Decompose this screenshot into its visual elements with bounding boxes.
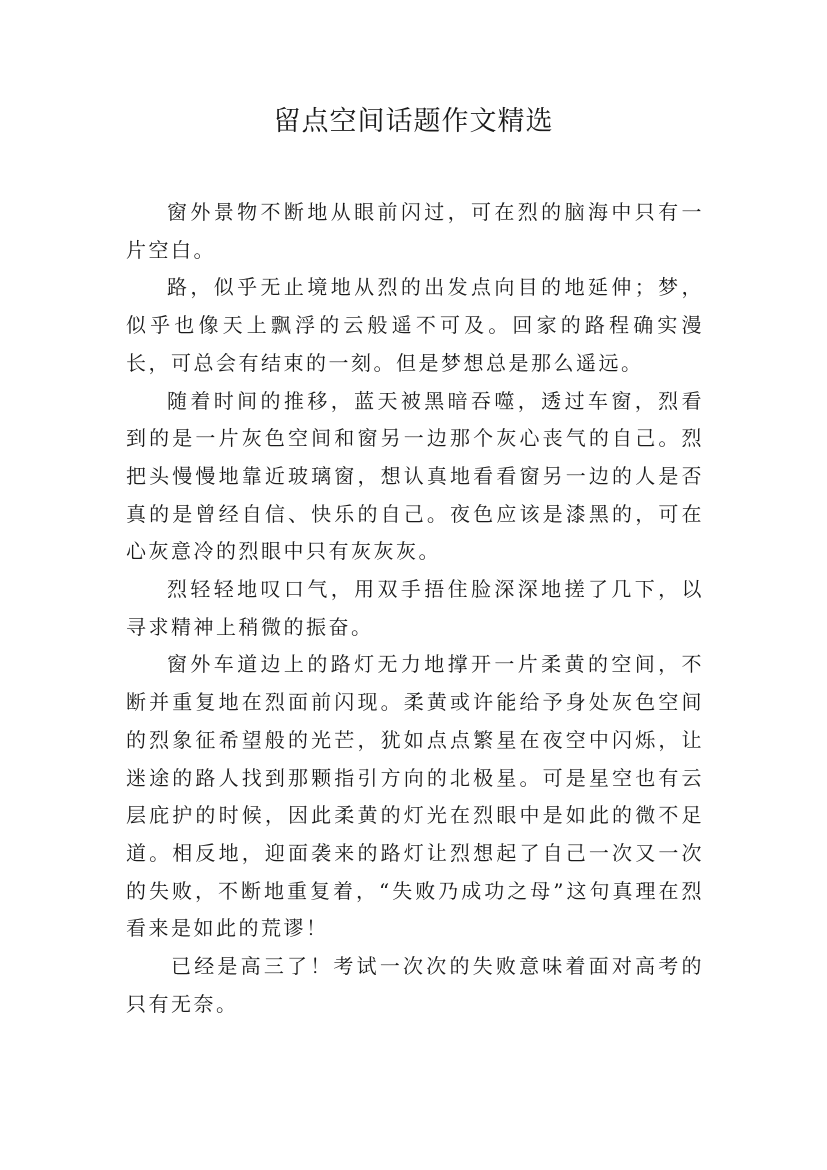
paragraph: 路，似乎无止境地从烈的出发点向目的地延伸；梦，似乎也像天上飘浮的云般遥不可及。回家的路程确实漫长，可总会有结束的一刻。但是梦想总是那么遥远。 — [126, 275, 704, 375]
paragraph: 已经是高三了！考试一次次的失败意味着面对高考的只有无奈。 — [126, 954, 704, 1016]
document-body — [126, 194, 704, 1023]
paragraph: 窗外车道边上的路灯无力地撑开一片柔黄的空间，不断并重复地在烈面前闪现。柔黄或许能给予身处灰色空间的烈象征希望般的光芒，犹如点点繁星在夜空中闪烁，让迷途的路人找到那颗指引方向的北极星。可是星空也有云层庇护的时候，因此柔黄的灯光在烈眼中是如此的微不足道。相反地，迎面袭来的路灯让烈想起了自己一次又一次的失败，不断地重复着，“失败乃成功之母”这句真理在烈看来是如此的荒谬！ — [126, 652, 704, 941]
document-title: 留点空间话题作文精选 — [273, 106, 554, 137]
paragraph: 窗外景物不断地从眼前闪过，可在烈的脑海中只有一片空白。 — [126, 200, 704, 262]
paragraph: 烈轻轻地叹口气，用双手捂住脸深深地搓了几下，以寻求精神上稍微的振奋。 — [126, 577, 704, 639]
paragraph: 随着时间的推移，蓝天被黑暗吞噬，透过车窗，烈看到的是一片灰色空间和窗另一边那个灰心丧气的自己。烈把头慢慢地靠近玻璃窗，想认真地看看窗另一边的人是否真的是曾经自信、快乐的自己。夜色应该是漆黑的，可在心灰意冷的烈眼中只有灰灰灰。 — [126, 388, 704, 564]
